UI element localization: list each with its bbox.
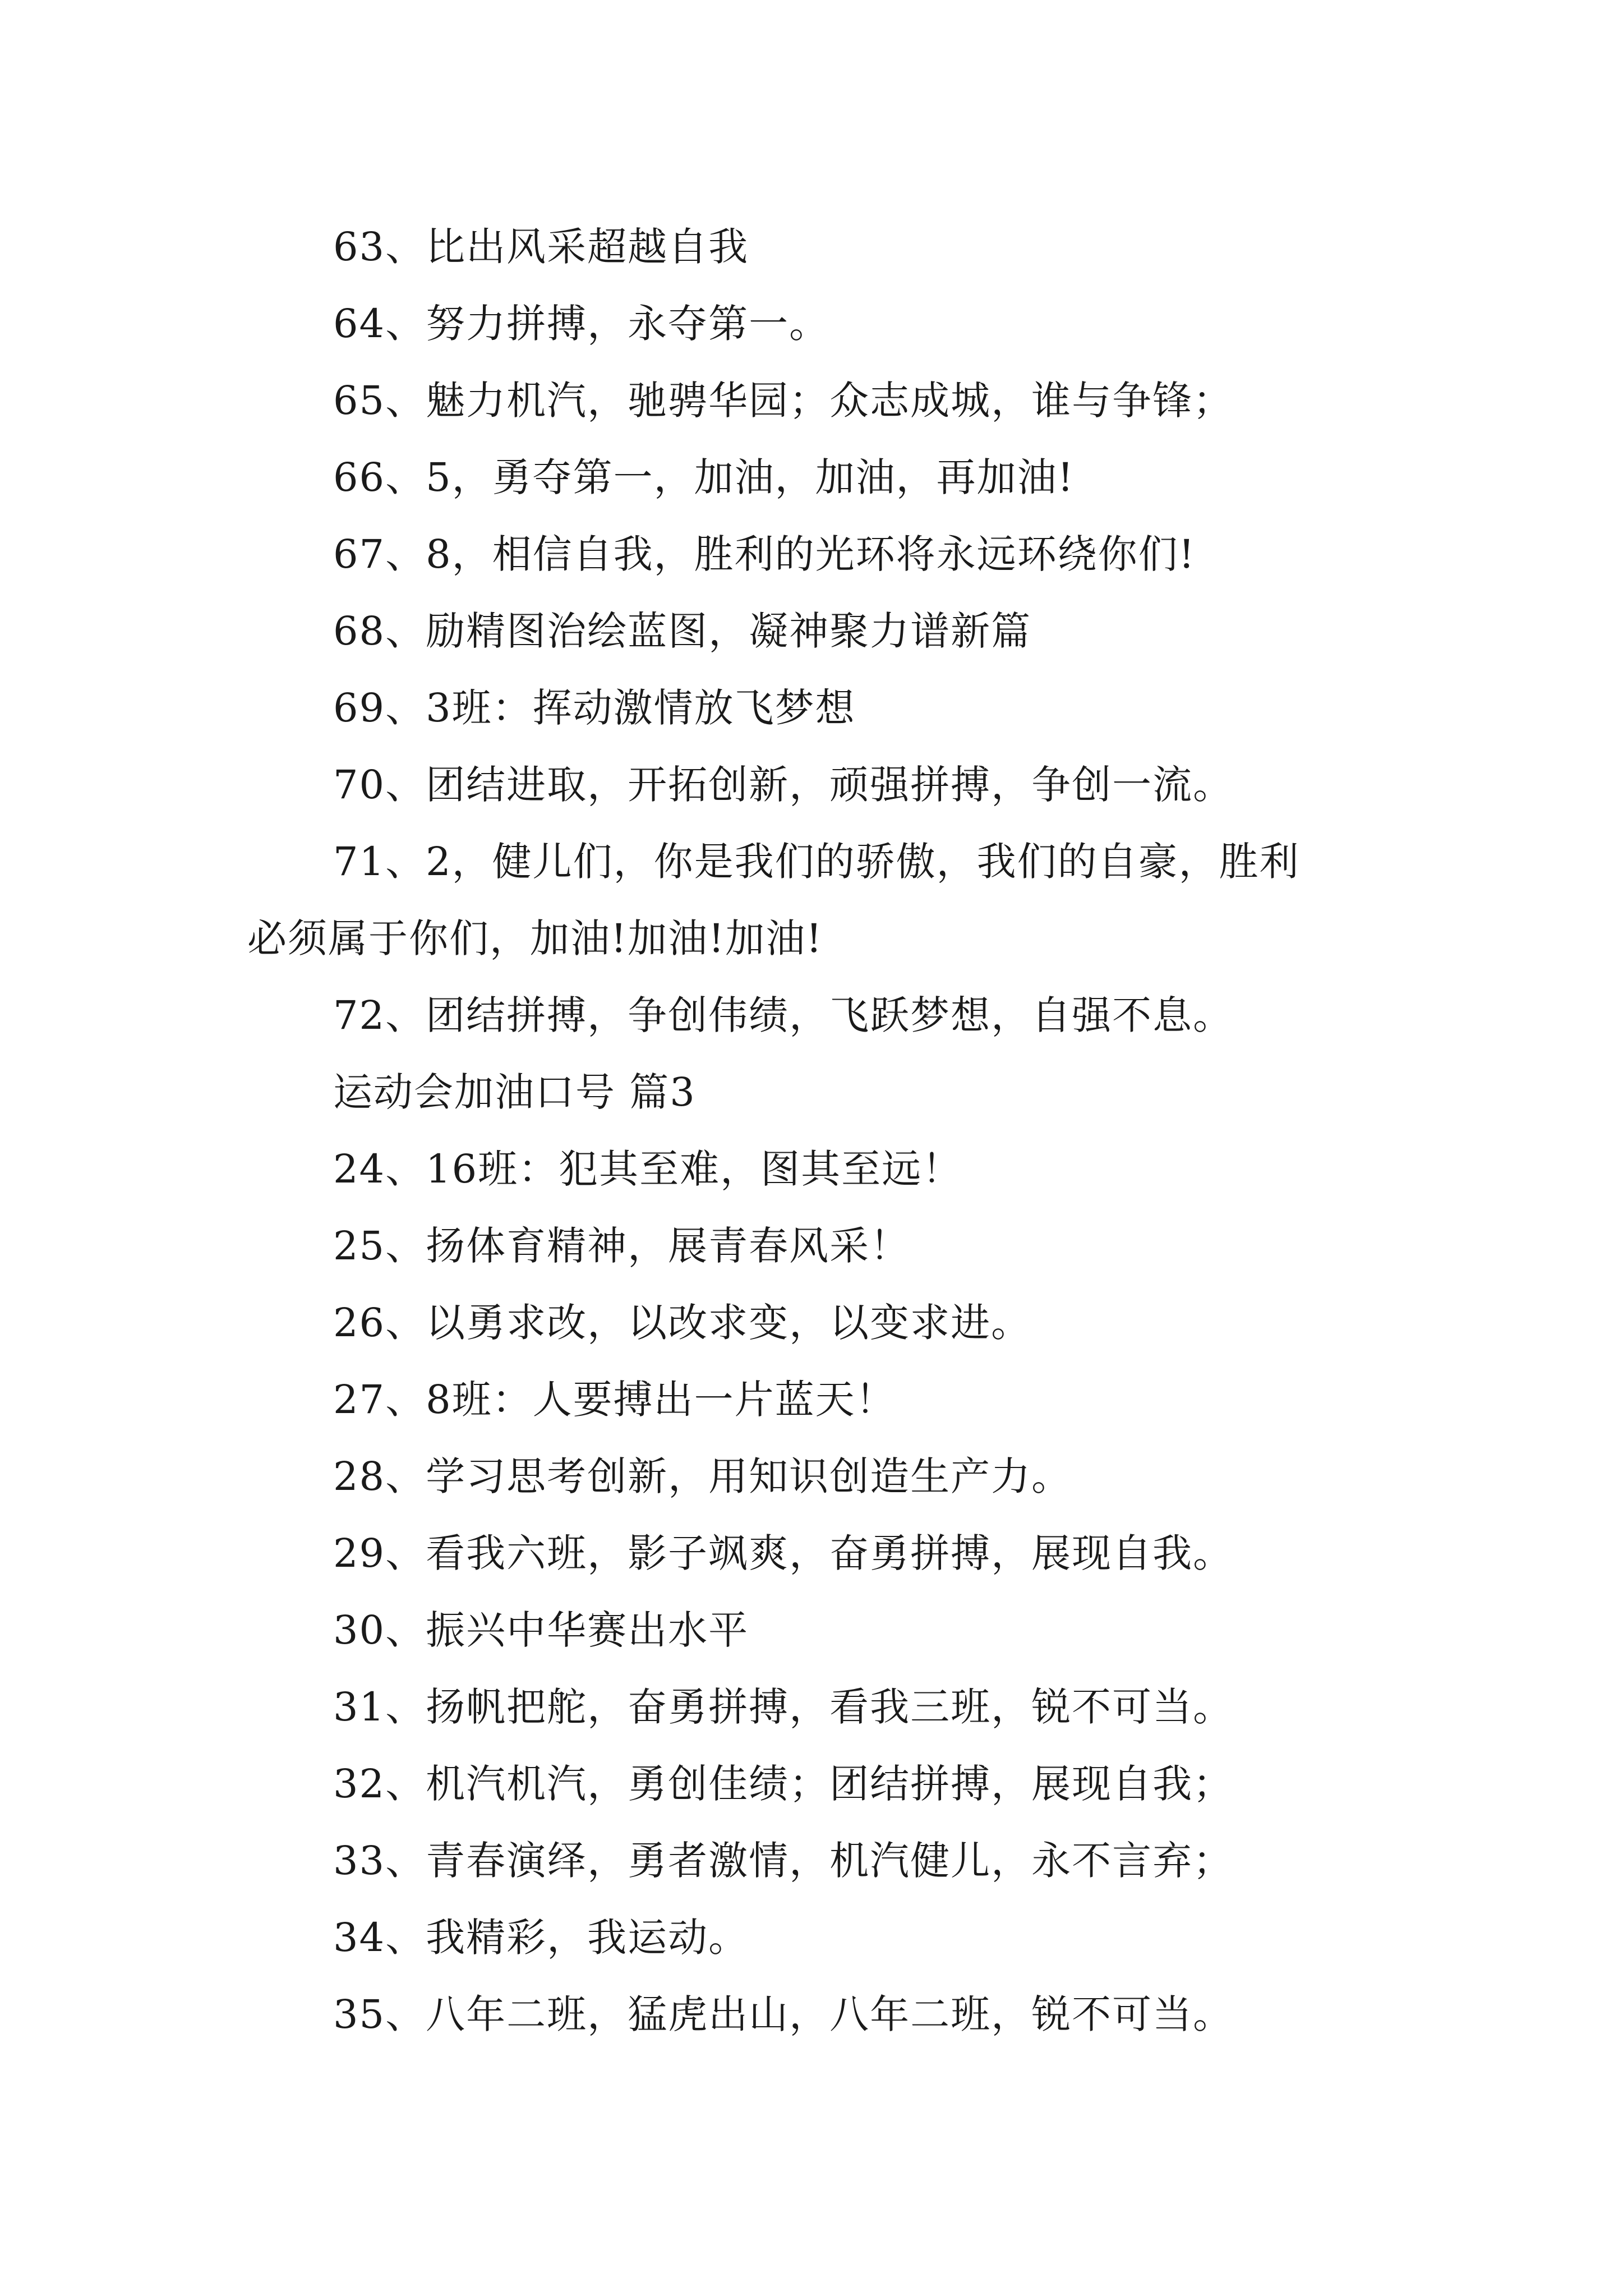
slogan-list <box>247 209 1397 2053</box>
text-line: 33、青春演绎，勇者激情，机汽健儿，永不言弃； <box>333 1838 1234 1884</box>
text-line: 26、以勇求改，以改求变，以变求进。 <box>333 1300 1032 1346</box>
text-line: 71、2，健儿们，你是我们的骄傲，我们的自豪，胜利 <box>333 839 1300 885</box>
text-line: 25、扬体育精神，展青春风采！ <box>333 1223 911 1269</box>
text-line: 24、16班：犯其至难，图其至远！ <box>333 1146 963 1192</box>
text-line: 31、扬帆把舵，奋勇拼搏，看我三班，锐不可当。 <box>333 1684 1234 1730</box>
text-line: 29、看我六班，影子飒爽，奋勇拼搏，展现自我。 <box>333 1530 1234 1576</box>
section-heading: 运动会加油口号 篇3 <box>333 1069 696 1115</box>
text-line: 69、3班：挥动激情放飞梦想 <box>333 685 856 731</box>
text-line: 70、团结进取，开拓创新，顽强拼搏，争创一流。 <box>333 762 1234 808</box>
text-line: 64、努力拼搏，永夺第一。 <box>333 301 830 347</box>
text-line: 35、八年二班，猛虎出山，八年二班，锐不可当。 <box>333 1991 1234 2037</box>
text-line: 66、5，勇夺第一，加油，加油，再加油! <box>333 454 1075 500</box>
text-line: 30、振兴中华赛出水平 <box>333 1607 749 1653</box>
text-line: 28、学习思考创新，用知识创造生产力。 <box>333 1453 1072 1499</box>
text-line: 27、8班：人要搏出一片蓝天！ <box>333 1377 896 1423</box>
text-line: 63、比出风采超越自我 <box>333 224 749 270</box>
text-line: 65、魅力机汽，驰骋华园；众志成城，谁与争锋； <box>333 378 1234 424</box>
text-line: 32、机汽机汽，勇创佳绩；团结拼搏，展现自我； <box>333 1761 1234 1807</box>
text-line: 68、励精图治绘蓝图，凝神聚力谱新篇 <box>333 608 1032 654</box>
text-line: 72、团结拼搏，争创伟绩，飞跃梦想，自强不息。 <box>333 992 1234 1038</box>
text-line: 34、我精彩，我运动。 <box>333 1915 749 1961</box>
text-line: 67、8，相信自我，胜利的光环将永远环绕你们! <box>333 531 1196 577</box>
text-line: 必须属于你们，加油!加油!加油! <box>247 915 823 961</box>
